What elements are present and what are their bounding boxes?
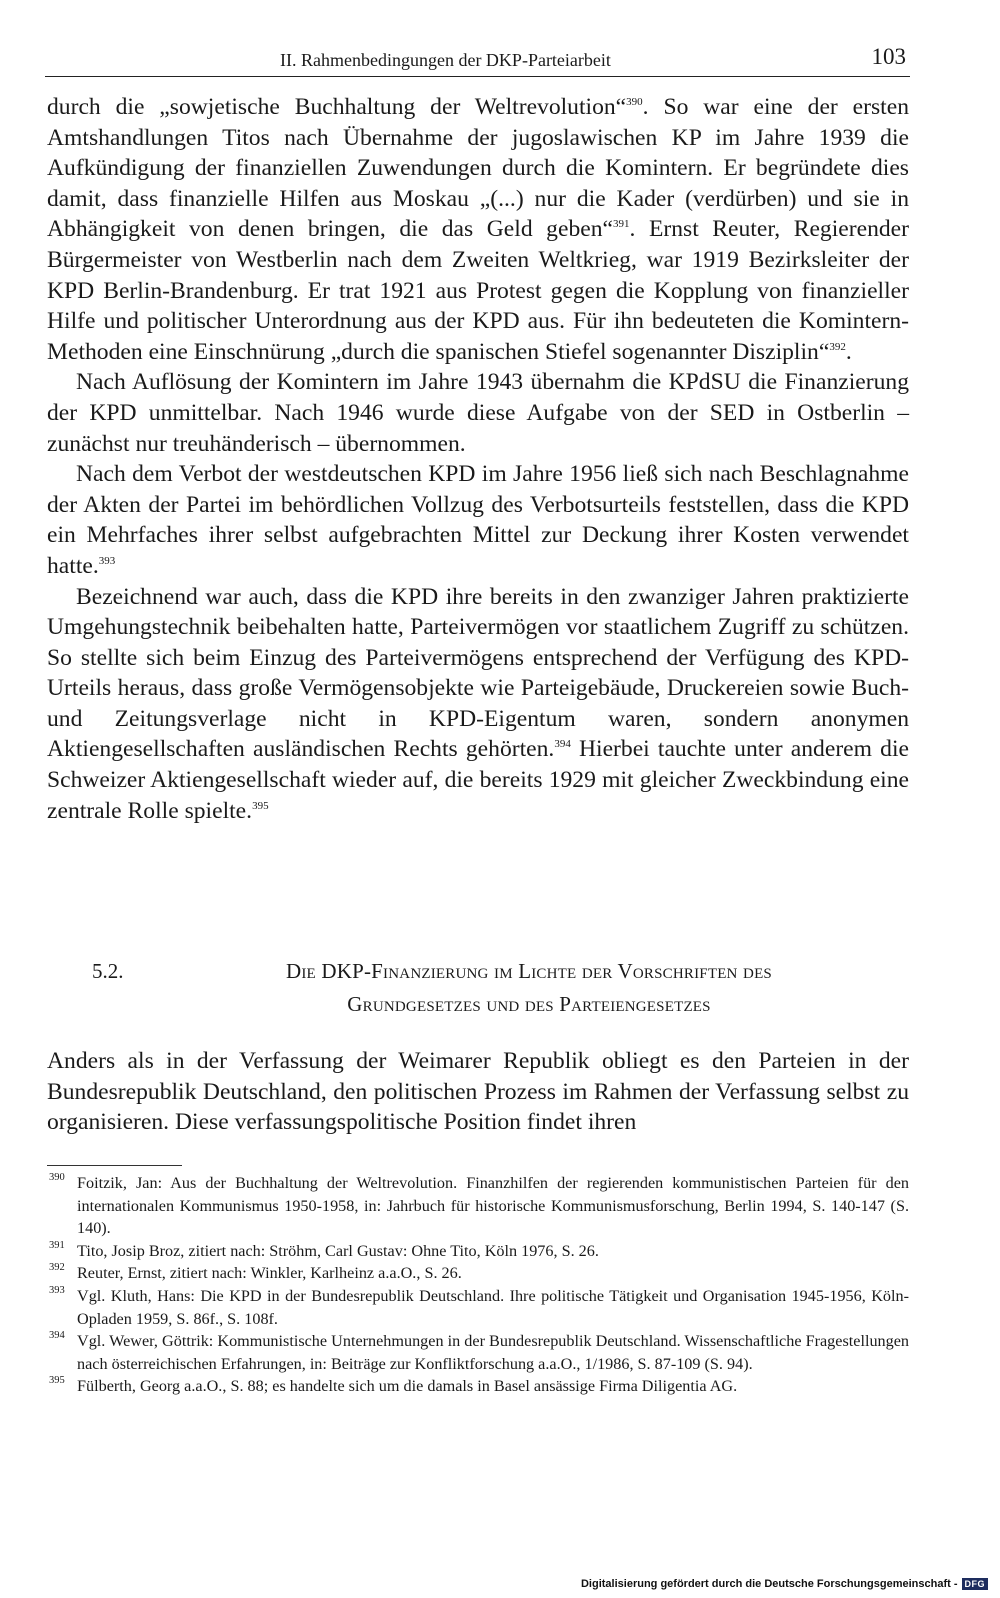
footnote-number: 393 xyxy=(49,1284,65,1296)
paragraph: durch die „sowjetische Buchhaltung der Weltrevolution“$^{390}$. So war eine der ersten Amtshandlungen Titos nach Übernahme der jugoslawischen KP im Jahre 1939 die Aufkündigung der finanziellen Zuwendungen durch die Komintern. Er begründete dies damit, dass finanzielle Hilfen aus Moskau „(...) nur die Kader (verdürben) und sie in Abhängigkeit von denen bringen, die das Geld geben“$^{391}$. Ernst Reuter, Regierender Bürgermeister von Westberlin nach dem Zweiten Weltkrieg, war 1919 Bezirksleiter der KPD Berlin-Brandenburg. Er trat 1921 aus Protest gegen die Kopplung von finanzieller Hilfe und politischer Unterordnung aus der KPD aus. Für ihn bedeuteten die Komintern-Methoden eine Einschnürung „durch die spanischen Stiefel sogenannter Disziplin“$^{392}$. xyxy=(47,94,909,365)
paragraph: Nach Auflösung der Komintern im Jahre 1943 übernahm die KPdSU die Finanzierung der KPD unmittelbar. Nach 1946 wurde diese Aufgabe von der SED in Ostberlin – zunächst nur treuhänderisch – übernommen. xyxy=(47,369,909,457)
footnote-ref[interactable]: 390 xyxy=(626,96,643,108)
footnote: 394 Vgl. Wewer, Göttrik: Kommunistische Unternehmungen in der Bundesrepublik Deutschland. Wissenschaftliche Fragestellungen nach österreichischen Erfahrungen, in: Beiträge zur Konfliktforschung a.a.O., 1/1986, S. 87-109 (S. 94). xyxy=(47,1330,909,1375)
body-text xyxy=(47,92,909,826)
footnote-number: 394 xyxy=(49,1330,65,1342)
footnote-number: 391 xyxy=(49,1239,65,1251)
section-title: Die DKP-Finanzierung im Lichte der Vorschriften des Grundgesetzes und des Parteiengesetzes xyxy=(286,959,772,1016)
footnote-ref[interactable]: 394 xyxy=(554,738,571,751)
digitization-credit: Digitalisierung gefördert durch die Deutsche Forschungsgemeinschaft - DFG xyxy=(581,1578,988,1590)
footnote-divider xyxy=(47,1165,182,1166)
footnote-ref[interactable]: 392 xyxy=(829,340,846,353)
page-header xyxy=(45,42,910,77)
footnote: 390 Foitzik, Jan: Aus der Buchhaltung der Weltrevolution. Finanzhilfen der regierenden kommunistischen Parteien für den internationalen Kommunismus 1950-1958, in: Jahrbuch für historische Kommunismusforschung, Berlin 1994, S. 140-147 (S. 140). xyxy=(47,1172,909,1240)
footnote: 392 Reuter, Ernst, zitiert nach: Winkler, Karlheinz a.a.O., S. 26. xyxy=(47,1262,909,1285)
footnote-number: 395 xyxy=(49,1375,65,1387)
footnote-number: 392 xyxy=(49,1262,65,1274)
footnote-ref[interactable]: 395 xyxy=(252,799,269,812)
footnote-ref[interactable]: 393 xyxy=(98,554,116,567)
section-number: 5.2. xyxy=(92,959,124,983)
footnote: 391 Tito, Josip Broz, zitiert nach: Ströhm, Carl Gustav: Ohne Tito, Köln 1976, S. 26. xyxy=(47,1240,909,1263)
footnote-ref[interactable]: 391 xyxy=(612,218,630,231)
page-number: 103 xyxy=(871,44,906,69)
footnote-number: 390 xyxy=(49,1172,65,1183)
footnote: 395 Fülberth, Georg a.a.O., S. 88; es handelte sich um die damals in Basel ansässige Firma Diligentia AG. xyxy=(47,1375,909,1398)
section-paragraph: Anders als in der Verfassung der Weimarer Republik obliegt es den Parteien in der Bundesrepublik Deutschland, den politischen Prozess im Rahmen der Verfassung selbst zu organisieren. Diese verfassungspolitische Position findet ihren xyxy=(47,1048,909,1136)
running-title: II. Rahmenbedingungen der DKP-Parteiarbeit xyxy=(280,50,611,70)
footnotes xyxy=(47,1172,909,1398)
footnote: 393 Vgl. Kluth, Hans: Die KPD in der Bundesrepublik Deutschland. Ihre politische Tätigkeit und Organisation 1945-1956, Köln-Opladen 1959, S. 86f., S. 108f. xyxy=(47,1285,909,1330)
paragraph: Nach dem Verbot der westdeutschen KPD im Jahre 1956 ließ sich nach Beschlagnahme der Akten der Partei im behördlichen Vollzug des Verbotsurteils feststellen, dass die KPD ein Mehrfaches ihrer selbst aufgebrachten Mittel zur Deckung ihrer Kosten verwendet hatte.$^{393}$ xyxy=(47,461,909,579)
paragraph: Bezeichnend war auch, dass die KPD ihre bereits in den zwanziger Jahren praktizierte Umgehungstechnik beibehalten hatte, Parteivermögen vor staatlichem Zugriff zu schützen. So stellte sich beim Einzug des Parteivermögens entsprechend der Verfügung des KPD-Urteils heraus, dass große Vermögensobjekte wie Parteigebäude, Druckereien sowie Buch- und Zeitungsverlage nicht in KPD-Eigentum waren, sondern anonymen Aktiengesellschaften ausländischen Rechts gehörten.$^{394}$ Hierbei tauchte unter anderem die Schweizer Aktiengesellschaft wieder auf, die bereits 1929 mit gleicher Zweckbindung eine zentrale Rolle spielte.$^{395}$ xyxy=(47,583,909,824)
dfg-logo-icon: DFG xyxy=(962,1578,989,1590)
